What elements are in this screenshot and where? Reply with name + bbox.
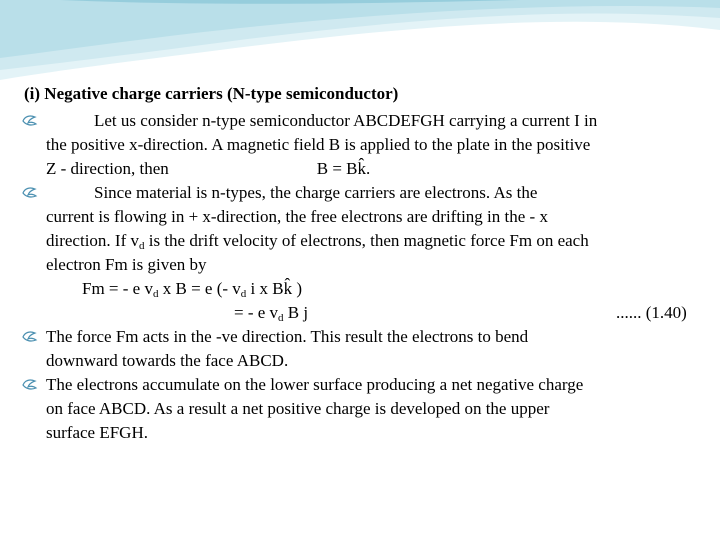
vine-leaf-bullet-icon <box>20 181 40 205</box>
p1-line-3: Z - direction, then B = Bk̂. <box>46 159 371 178</box>
p4-line-1: The electrons accumulate on the lower surface producing a net negative charge <box>46 375 584 394</box>
paragraph-1 <box>24 109 700 181</box>
paragraph-3 <box>24 325 700 373</box>
p1-line-2: the positive x-direction. A magnetic field B is applied to the plate in the positive <box>46 135 591 154</box>
p3-line-2: downward towards the face ABCD. <box>46 351 289 370</box>
vine-leaf-bullet-icon <box>20 109 40 133</box>
vine-leaf-bullet-icon <box>20 325 40 349</box>
p2-line-3: direction. If $v_d$ is the drift velocity of electrons, then magnetic force Fm on each <box>46 231 589 252</box>
equation-number: ...... (1.40) <box>616 303 687 322</box>
p2-line-1: Since material is n-types, the charge carriers are electrons. As the <box>94 183 538 202</box>
paragraph-4 <box>24 373 700 445</box>
p3-line-1: The force Fm acts in the -ve direction. This result the electrons to bend <box>46 327 529 346</box>
p4-line-2: on face ABCD. As a result a net positive charge is developed on the upper <box>46 399 550 418</box>
p1-line-1: Let us consider n-type semiconductor ABCDEFGH carrying a current I in <box>94 111 598 130</box>
p2-line-2: current is flowing in + x-direction, the free electrons are drifting in the - x <box>46 207 548 226</box>
equation-1: Fm = - e $v_d$ x B = e (- $v_d$ i x Bk̂ ) <box>82 279 303 300</box>
vine-leaf-bullet-icon <box>20 373 40 397</box>
equation-2: = - e $v_d$ B j ...... (1.40) <box>234 303 687 324</box>
p2-line-4: electron Fm is given by <box>46 255 207 274</box>
header-wave-banner <box>0 0 720 90</box>
p4-line-3: surface EFGH. <box>46 423 148 442</box>
section-heading: (i) Negative charge carriers (N-type semiconductor) <box>24 84 399 103</box>
slide-body <box>24 82 700 445</box>
paragraph-2 <box>24 181 700 325</box>
